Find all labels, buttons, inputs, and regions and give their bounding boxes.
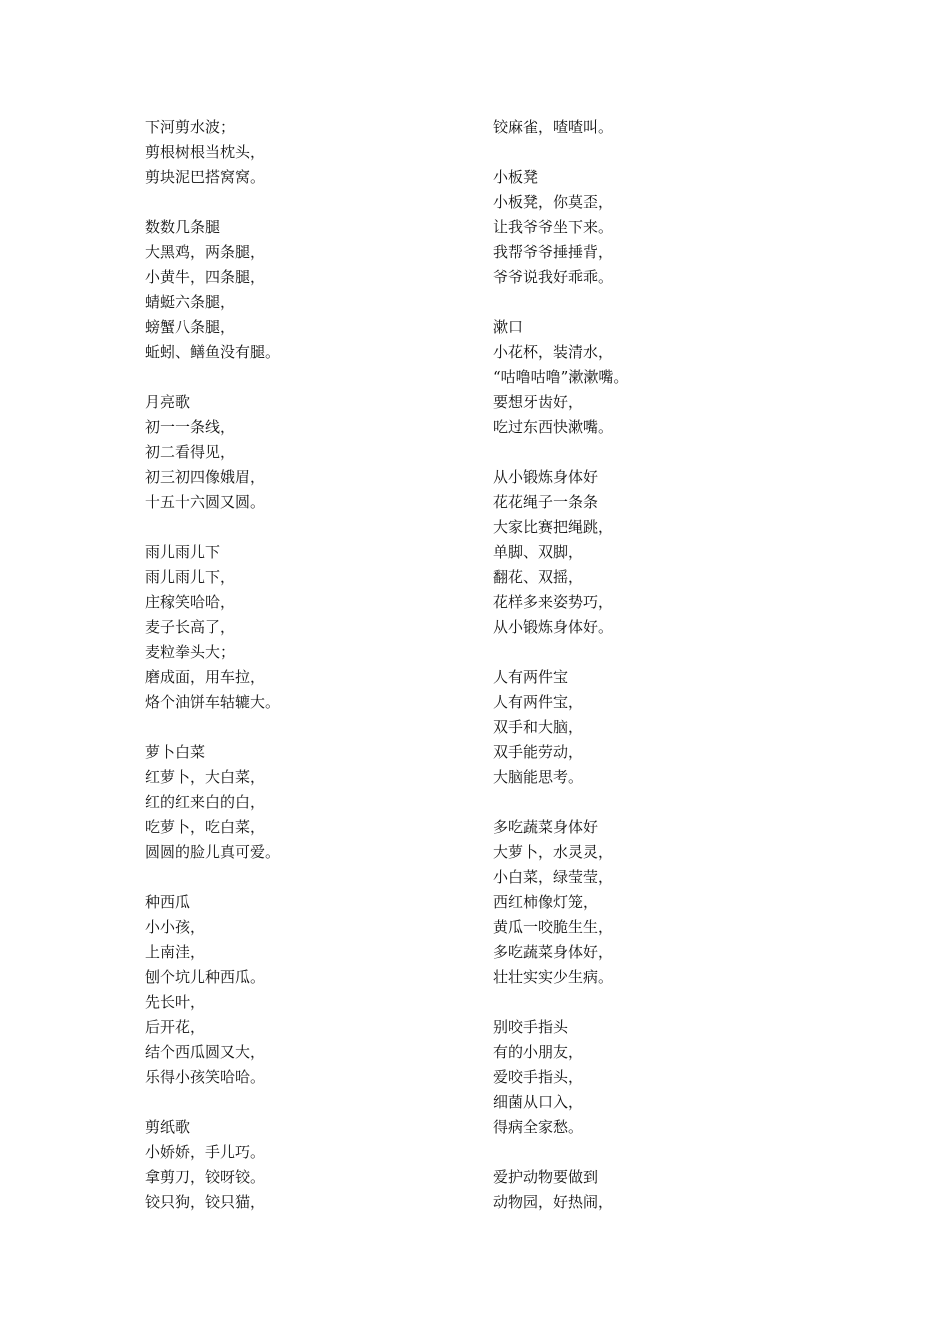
text-line: 翻花、双摇， — [493, 568, 584, 586]
text-line: 小黄牛，四条腿， — [145, 268, 266, 286]
text-line: 西红柿像灯笼， — [493, 893, 599, 911]
poem-title: 别咬手指头 — [493, 1018, 569, 1036]
text-line: 细菌从口入， — [493, 1093, 584, 1111]
poem-title: 小板凳 — [493, 168, 539, 186]
text-line: 结个西瓜圆又大， — [145, 1043, 266, 1061]
blank-line — [493, 440, 823, 465]
poem-title: 人有两件宝 — [493, 668, 569, 686]
poem-title: 雨儿雨儿下 — [145, 543, 221, 561]
text-line: 铰麻雀，喳喳叫。 — [493, 118, 614, 136]
text-line: 从小锻炼身体好。 — [493, 618, 614, 636]
text-line: 有的小朋友， — [493, 1043, 584, 1061]
poem-title: 种西瓜 — [145, 893, 191, 911]
text-line: 爱咬手指头， — [493, 1068, 584, 1086]
text-line: 爷爷说我好乖乖。 — [493, 268, 614, 286]
poem-title: 爱护动物要做到 — [493, 1168, 599, 1186]
blank-line — [493, 1140, 823, 1165]
text-line: 十五十六圆又圆。 — [145, 493, 266, 511]
text-line: 双手能劳动， — [493, 743, 584, 761]
text-line: 花样多来姿势巧， — [493, 593, 614, 611]
text-line: 后开花， — [145, 1018, 206, 1036]
text-line: 单脚、双脚， — [493, 543, 584, 561]
text-line: “咕噜咕噜”漱漱嘴。 — [493, 368, 629, 386]
blank-line — [493, 290, 823, 315]
poem-title: 漱口 — [493, 318, 524, 336]
blank-line — [493, 640, 823, 665]
text-line: 上南洼， — [145, 943, 206, 961]
text-line: 庄稼笑哈哈， — [145, 593, 236, 611]
text-line: 烙个油饼车轱辘大。 — [145, 693, 281, 711]
poem-title: 从小锻炼身体好 — [493, 468, 599, 486]
text-line: 大家比赛把绳跳， — [493, 518, 614, 536]
text-line: 小娇娇，手儿巧。 — [145, 1143, 266, 1161]
text-line: 动物园，好热闹， — [493, 1193, 614, 1211]
right-column — [493, 115, 823, 1215]
text-line: 拿剪刀，铰呀铰。 — [145, 1168, 266, 1186]
text-line: 雨儿雨儿下， — [145, 568, 236, 586]
text-line: 红萝卜，大白菜， — [145, 768, 266, 786]
text-line: 花花绳子一条条 — [493, 493, 599, 511]
text-line: 刨个坑儿种西瓜。 — [145, 968, 266, 986]
text-line: 麦粒拳头大； — [145, 643, 236, 661]
text-line: 蜻蜓六条腿， — [145, 293, 236, 311]
blank-line — [145, 1090, 475, 1115]
text-line: 大萝卜，水灵灵， — [493, 843, 614, 861]
text-line: 初三初四像娥眉， — [145, 468, 266, 486]
text-line: 剪根树根当枕头， — [145, 143, 266, 161]
text-line: 大黑鸡，两条腿， — [145, 243, 266, 261]
text-line: 小白菜，绿莹莹， — [493, 868, 614, 886]
text-line: 蚯蚓、鳝鱼没有腿。 — [145, 343, 281, 361]
text-line: 双手和大脑， — [493, 718, 584, 736]
blank-line — [145, 515, 475, 540]
text-line: 乐得小孩笑哈哈。 — [145, 1068, 266, 1086]
text-line: 小小孩， — [145, 918, 206, 936]
text-line: 初二看得见， — [145, 443, 236, 461]
text-line: 得病全家愁。 — [493, 1118, 584, 1136]
poem-title: 萝卜白菜 — [145, 743, 206, 761]
text-line: 黄瓜一咬脆生生， — [493, 918, 614, 936]
text-line: 多吃蔬菜身体好， — [493, 943, 614, 961]
text-line: 壮壮实实少生病。 — [493, 968, 614, 986]
text-line: 螃蟹八条腿， — [145, 318, 236, 336]
text-line: 要想牙齿好， — [493, 393, 584, 411]
blank-line — [493, 790, 823, 815]
blank-line — [145, 365, 475, 390]
text-line: 人有两件宝， — [493, 693, 584, 711]
text-line: 吃过东西快漱嘴。 — [493, 418, 614, 436]
text-line: 小板凳，你莫歪， — [493, 193, 614, 211]
text-line: 下河剪水波； — [145, 118, 236, 136]
text-line: 让我爷爷坐下来。 — [493, 218, 614, 236]
text-line: 圆圆的脸儿真可爱。 — [145, 843, 281, 861]
text-line: 铰只狗，铰只猫， — [145, 1193, 266, 1211]
left-column — [145, 115, 475, 1215]
text-line: 初一一条线， — [145, 418, 236, 436]
blank-line — [145, 865, 475, 890]
text-line: 小花杯，装清水， — [493, 343, 614, 361]
poem-title: 月亮歌 — [145, 393, 191, 411]
blank-line — [493, 990, 823, 1015]
blank-line — [145, 715, 475, 740]
text-line: 磨成面，用车拉， — [145, 668, 266, 686]
text-line: 红的红来白的白， — [145, 793, 266, 811]
text-line: 吃萝卜，吃白菜， — [145, 818, 266, 836]
text-line: 先长叶， — [145, 993, 206, 1011]
blank-line — [145, 190, 475, 215]
text-line: 麦子长高了， — [145, 618, 236, 636]
poem-title: 数数几条腿 — [145, 218, 221, 236]
text-line: 我帮爷爷捶捶背， — [493, 243, 614, 261]
poem-title: 多吃蔬菜身体好 — [493, 818, 599, 836]
blank-line — [493, 140, 823, 165]
text-line: 剪块泥巴搭窝窝。 — [145, 168, 266, 186]
poem-title: 剪纸歌 — [145, 1118, 191, 1136]
text-line: 大脑能思考。 — [493, 768, 584, 786]
